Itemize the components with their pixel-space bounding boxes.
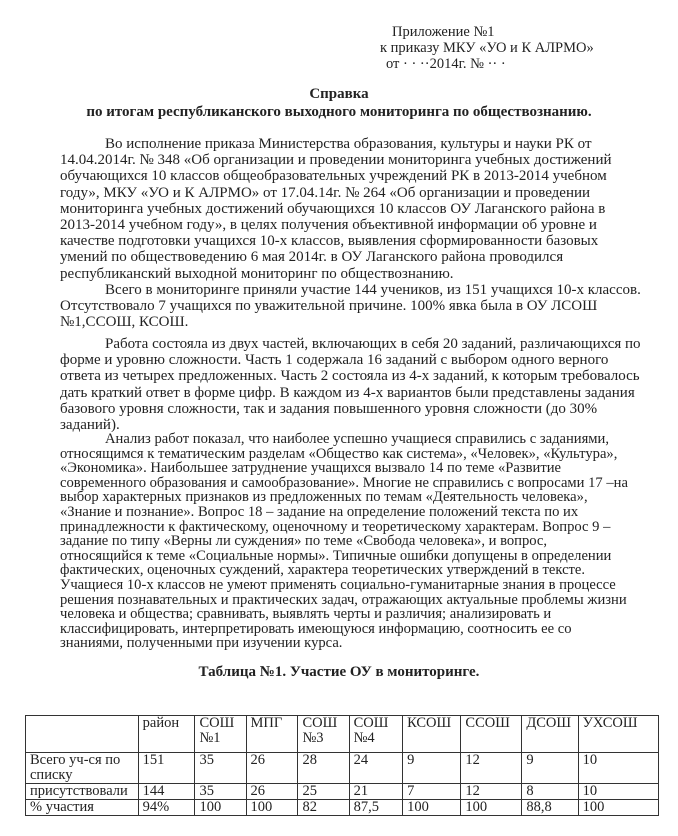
table-cell: 87,5 <box>349 800 403 816</box>
table-cell: 144 <box>138 784 195 800</box>
text-line: человека и общества; сравнивать, выявлять черты и различия; анализировать и <box>60 606 552 623</box>
text-line: современного образования и самообразование». Многие не справились с вопросами 17 –на <box>60 474 628 491</box>
column-header <box>26 716 139 753</box>
text-line: №1,ССОШ, КСОШ. <box>60 314 189 331</box>
text-line: дать краткий ответ в форме цифр. В каждом из 4-х вариантов были представлены задания <box>60 384 635 401</box>
table-cell: 100 <box>195 800 246 816</box>
table-cell: 88,8 <box>522 800 578 816</box>
table-cell: 8 <box>522 784 578 800</box>
table-cell: 151 <box>138 753 195 784</box>
text-line: Всего в мониторинге приняли участие 144 учеников, из 151 учащихся 10-х классов. <box>105 282 641 298</box>
text-line: качестве подготовки учащихся 10-х классов, выявления сформированности базовых <box>60 233 599 250</box>
column-header: ДСОШ <box>522 716 578 753</box>
table-row <box>26 784 659 800</box>
participation-table <box>25 715 659 816</box>
column-header: СОШ №3 <box>298 716 349 753</box>
text-line: решения познавательных и практических задач, отражающих актуальные проблемы жизни <box>60 591 627 608</box>
table-cell: 26 <box>246 784 298 800</box>
text-line: ответа из четырех предложенных. Часть 2 состояла из 4-х заданий, к которым требовалось <box>60 368 640 385</box>
text-line: мониторинга учебных достижений обучающихся 10 классов ОУ Лаганского района в <box>60 200 606 217</box>
text-line: году», МКУ «УО и К АЛРМО» от 17.04.14г. № 264 «Об организации и проведении <box>60 184 591 201</box>
text-line: «Знание и познание». Вопрос 18 – задание на определение положений текста по их <box>60 503 579 520</box>
table-cell: 10 <box>578 753 658 784</box>
order-date: от · · ··2014г. № ·· · <box>386 56 506 72</box>
table-cell: 100 <box>578 800 658 816</box>
column-header: район <box>138 716 195 753</box>
text-line: 14.04.2014г. № 348 «Об организации и проведении мониторинга учебных достижений <box>60 152 612 169</box>
column-header: УХСОШ <box>578 716 658 753</box>
table-cell: 7 <box>403 784 461 800</box>
text-line: знаниями, полученными при изучении курса. <box>60 635 343 652</box>
table-cell: 24 <box>349 753 403 784</box>
table-header-row <box>26 716 659 753</box>
row-label: Всего уч-ся по списку <box>26 753 139 784</box>
order-reference: к приказу МКУ «УО и К АЛРМО» <box>380 40 594 56</box>
table-cell: 100 <box>246 800 298 816</box>
table-cell: 9 <box>522 753 578 784</box>
text-line: принадлежности к фактическому, оценочному и теоретическому характерам. Вопрос 9 – <box>60 518 611 535</box>
text-line: Анализ работ показал, что наиболее успешно учащиеся справились с заданиями, <box>105 431 610 447</box>
table-row <box>26 753 659 784</box>
table-cell: 9 <box>403 753 461 784</box>
table-cell: 35 <box>195 784 246 800</box>
table-cell: 12 <box>461 753 522 784</box>
text-line: Работа состояла из двух частей, включающих в себя 20 заданий, различающихся по <box>105 336 641 352</box>
paragraph <box>60 136 660 282</box>
text-line: Во исполнение приказа Министерства образования, культуры и науки РК от <box>105 136 592 152</box>
column-header: МПГ <box>246 716 298 753</box>
table-caption: Таблица №1. Участие ОУ в мониторинге. <box>198 664 480 680</box>
column-header: СОШ №1 <box>195 716 246 753</box>
text-line: Отсутствовало 7 учащихся по уважительной причине. 100% явка была в ОУ ЛСОШ <box>60 298 598 315</box>
text-line: классифицировать, интерпретировать имеющуюся информацию, соотносить ее со <box>60 620 572 637</box>
text-line: выбор характерных признаков из предложенных по темам «Деятельность человека», <box>60 489 588 506</box>
text-line: Учащиеся 10-х классов не умеют применять социально-гуманитарные знания в процессе <box>60 576 616 593</box>
table-cell: 12 <box>461 784 522 800</box>
table-cell: 35 <box>195 753 246 784</box>
table-cell: 26 <box>246 753 298 784</box>
row-label: присутствовали <box>26 784 139 800</box>
document-subtitle: по итогам республиканского выходного мониторинга по обществознанию. <box>86 104 592 120</box>
table-cell: 21 <box>349 784 403 800</box>
table-cell: 10 <box>578 784 658 800</box>
table-cell: 25 <box>298 784 349 800</box>
text-line: относящимся к тематическим разделам «Общество как система», «Человек», «Культура», <box>60 445 618 462</box>
appendix-header <box>380 24 594 72</box>
column-header: СОШ №4 <box>349 716 403 753</box>
text-line: базового уровня сложности, так и задания повышенного уровня сложности (до 30% <box>60 400 598 417</box>
column-header: ССОШ <box>461 716 522 753</box>
paragraph <box>60 336 660 433</box>
table-cell: 82 <box>298 800 349 816</box>
paragraph <box>60 432 660 651</box>
text-line: относящийся к теме «Социальные нормы». Типичные ошибки допущены в определении <box>60 547 612 564</box>
document-title: Справка <box>309 86 369 102</box>
text-line: обучающихся 10 классов общеобразовательных учреждений РК в 2013-2014 учебном <box>60 168 607 185</box>
table-row <box>26 800 659 816</box>
row-label: % участия <box>26 800 139 816</box>
text-line: республиканский выходной мониторинг по обществознанию. <box>60 265 454 282</box>
text-line: «Экономика». Наибольшее затруднение учащихся вызвало 14 по теме «Развитие <box>60 460 561 477</box>
text-line: заданий). <box>60 417 120 434</box>
text-line: фактических, оценочных суждений, характера теоретических утверждений в тексте. <box>60 562 586 579</box>
column-header: КСОШ <box>403 716 461 753</box>
text-line: 2013-2014 учебном году», в целях получения объективной информации об уровне и <box>60 217 597 234</box>
text-line: задание по типу «Верны ли суждения» по теме «Свобода человека», и вопрос, <box>60 533 548 550</box>
table-cell: 100 <box>403 800 461 816</box>
paragraph <box>60 282 660 331</box>
table-cell: 94% <box>138 800 195 816</box>
table-cell: 100 <box>461 800 522 816</box>
text-line: форме и уровню сложности. Часть 1 содержала 16 заданий с выбором одного верного <box>60 352 609 369</box>
table-cell: 28 <box>298 753 349 784</box>
text-line: умений по обществоведению 6 мая 2014г. в ОУ Лаганского района проводился <box>60 249 564 266</box>
appendix-number: Приложение №1 <box>392 24 495 40</box>
